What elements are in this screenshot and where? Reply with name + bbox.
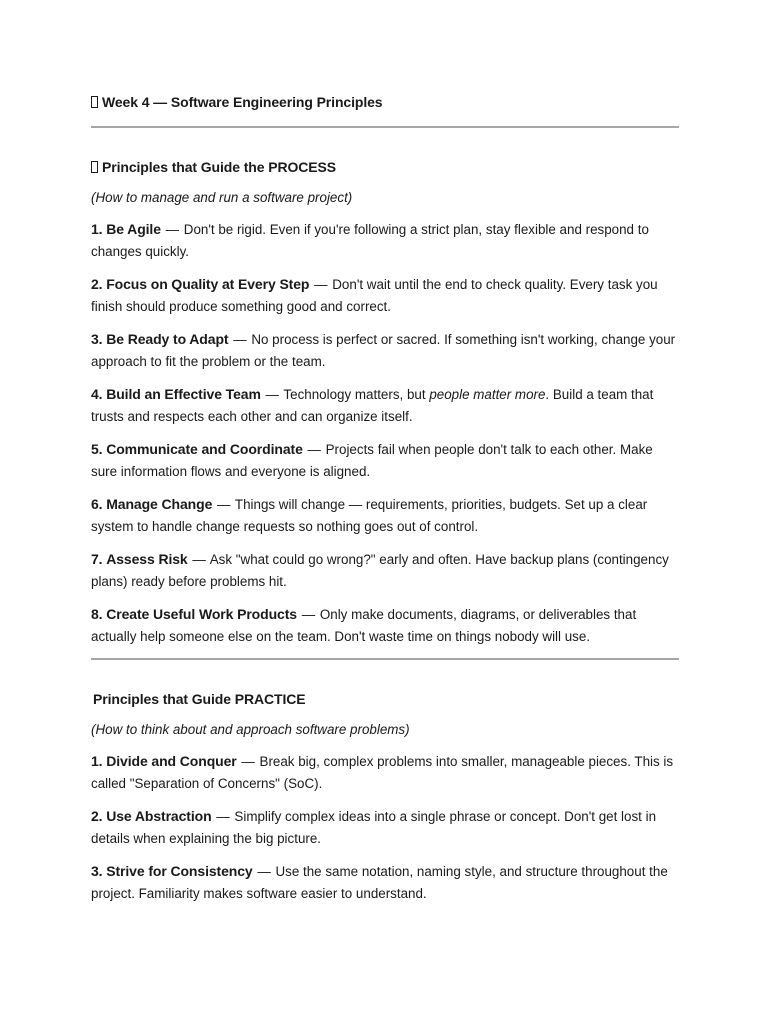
unknown-glyph-icon: [91, 161, 98, 173]
section-heading-practice: Principles that Guide PRACTICE: [93, 691, 306, 707]
section-subtitle: (How to manage and run a software project): [91, 190, 353, 205]
list-item: 7. Assess Risk — Ask "what could go wrong?" early and often. Have backup plans (contingency plans) ready before problems hit.: [91, 551, 669, 589]
list-item: 5. Communicate and Coordinate — Projects fail when people don't talk to each other. Make sure information flows and everyone is aligned.: [91, 441, 653, 479]
emphasis-text: people matter more: [429, 387, 546, 402]
document-title: Week 4 — Software Engineering Principles: [91, 93, 679, 111]
list-item: 6. Manage Change — Things will change — requirements, priorities, budgets. Set up a clear system to handle change requests so nothing goes out of control.: [91, 496, 648, 534]
section-subtitle: (How to think about and approach software problems): [91, 722, 410, 737]
section-heading-process: Principles that Guide the PROCESS: [91, 158, 679, 176]
document-content: [91, 93, 679, 915]
list-item: 2. Use Abstraction — Simplify complex ideas into a single phrase or concept. Don't get lost in details when explaining the big picture.: [91, 808, 657, 846]
list-item: 1. Divide and Conquer — Break big, complex problems into smaller, manageable pieces. This is called "Separation of Concerns" (SoC).: [91, 753, 674, 791]
list-item: 8. Create Useful Work Products — Only make documents, diagrams, or deliverables that actually help someone else on the team. Don't waste time on things nobody will use.: [91, 606, 637, 644]
horizontal-divider: [91, 126, 679, 128]
practice-principles-list: [91, 750, 679, 905]
list-item: 3. Strive for Consistency — Use the same notation, naming style, and structure throughout the project. Familiarity makes software easier to understand.: [91, 863, 668, 901]
unknown-glyph-icon: [91, 96, 98, 108]
list-item: 3. Be Ready to Adapt — No process is perfect or sacred. If something isn't working, change your approach to fit the problem or the team.: [91, 331, 676, 369]
horizontal-divider: [91, 658, 679, 660]
process-principles-list: [91, 218, 679, 648]
list-item: 1. Be Agile — Don't be rigid. Even if you're following a strict plan, stay flexible and respond to changes quickly.: [91, 221, 649, 259]
list-item: 4. Build an Effective Team — Technology matters, but people matter more. Build a team that trusts and respects each other and can organize itself.: [91, 386, 654, 424]
list-item: 2. Focus on Quality at Every Step — Don't wait until the end to check quality. Every task you finish should produce something good and correct.: [91, 276, 658, 314]
